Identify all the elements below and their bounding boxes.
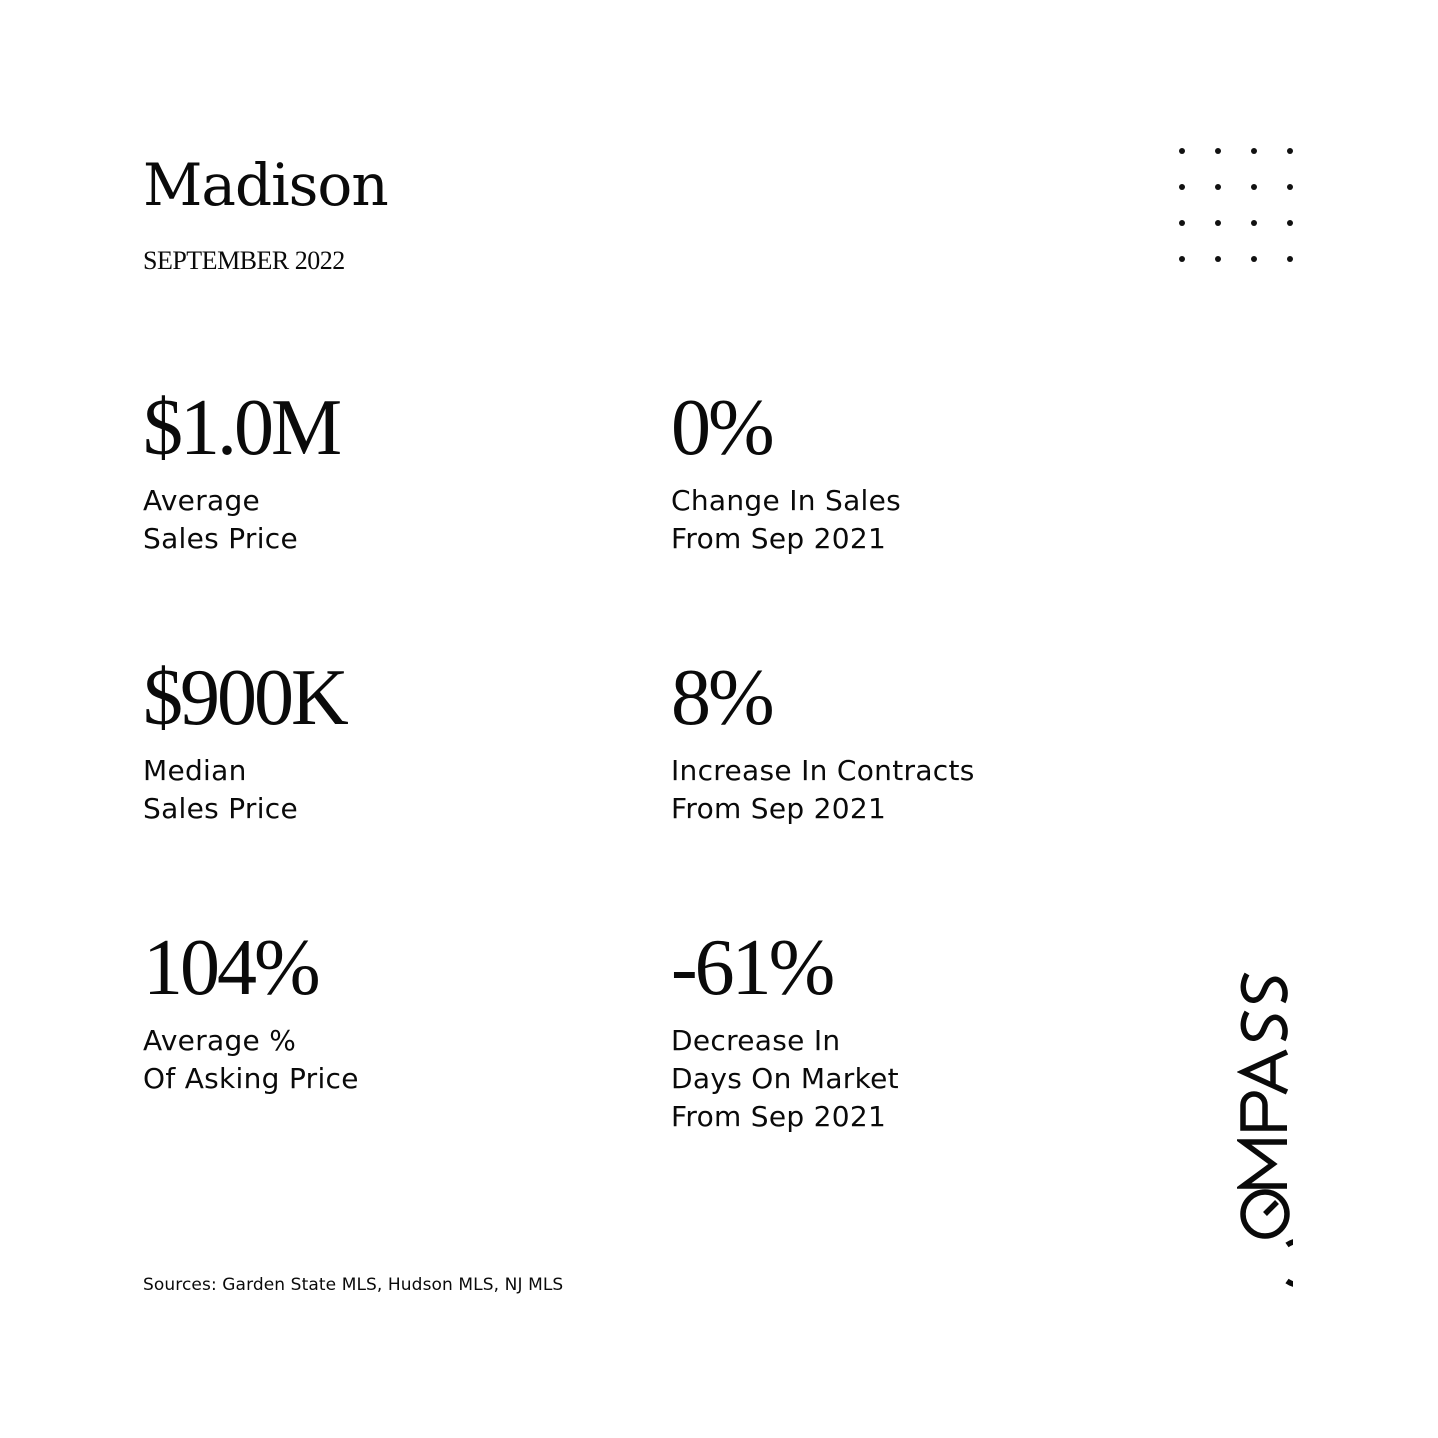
stat-value: $900K <box>143 654 346 742</box>
grid-dot <box>1215 148 1221 154</box>
grid-dot <box>1287 148 1293 154</box>
stat-label-line: Decrease In <box>671 1024 841 1057</box>
stat-label <box>671 482 1151 558</box>
stat-label-line: Median <box>143 754 247 787</box>
stat-label-line: Change In Sales <box>671 484 902 517</box>
stat-value: 8% <box>671 654 772 742</box>
stat-label-line: Increase In Contracts <box>671 754 975 787</box>
stat-value: 104% <box>143 924 318 1012</box>
grid-dot <box>1179 256 1185 262</box>
grid-dot <box>1215 184 1221 190</box>
stat-label <box>143 1022 623 1098</box>
grid-dot <box>1215 256 1221 262</box>
grid-dot <box>1179 184 1185 190</box>
stat-average-sales-price <box>143 384 623 558</box>
sources-note: Sources: Garden State MLS, Hudson MLS, NJ MLS <box>143 1275 564 1295</box>
stat-label-line: Average % <box>143 1024 297 1057</box>
grid-dot <box>1251 256 1257 262</box>
stat-label-line: From Sep 2021 <box>671 792 887 825</box>
stat-label <box>143 752 623 828</box>
stat-change-in-sales <box>671 384 1151 558</box>
stat-label-line: Of Asking Price <box>143 1062 359 1095</box>
stat-label-line: From Sep 2021 <box>671 1100 887 1133</box>
grid-dot <box>1251 220 1257 226</box>
stat-value: $1.0M <box>143 384 340 472</box>
report-date: SEPTEMBER 2022 <box>143 246 345 275</box>
stat-days-on-market <box>671 924 1151 1136</box>
grid-dot <box>1287 220 1293 226</box>
compass-logo <box>1237 956 1293 1292</box>
stat-label-line: Days On Market <box>671 1062 899 1095</box>
stat-label-line: Sales Price <box>143 792 299 825</box>
grid-dot <box>1287 184 1293 190</box>
grid-dot <box>1179 220 1185 226</box>
stat-label <box>671 1022 1151 1136</box>
dot-grid-icon <box>1176 145 1300 269</box>
grid-dot <box>1251 148 1257 154</box>
stat-value: -61% <box>671 924 833 1012</box>
stat-label-line: Average <box>143 484 261 517</box>
stat-label <box>143 482 623 558</box>
stat-label-line: From Sep 2021 <box>671 522 887 555</box>
stat-label-line: Sales Price <box>143 522 299 555</box>
stat-value: 0% <box>671 384 772 472</box>
stat-median-sales-price <box>143 654 623 828</box>
stat-increase-in-contracts <box>671 654 1151 828</box>
grid-dot <box>1179 148 1185 154</box>
grid-dot <box>1287 256 1293 262</box>
grid-dot <box>1215 220 1221 226</box>
stat-label <box>671 752 1151 828</box>
grid-dot <box>1251 184 1257 190</box>
stat-average-percent-of-asking <box>143 924 623 1098</box>
page-title: Madison <box>143 151 388 219</box>
